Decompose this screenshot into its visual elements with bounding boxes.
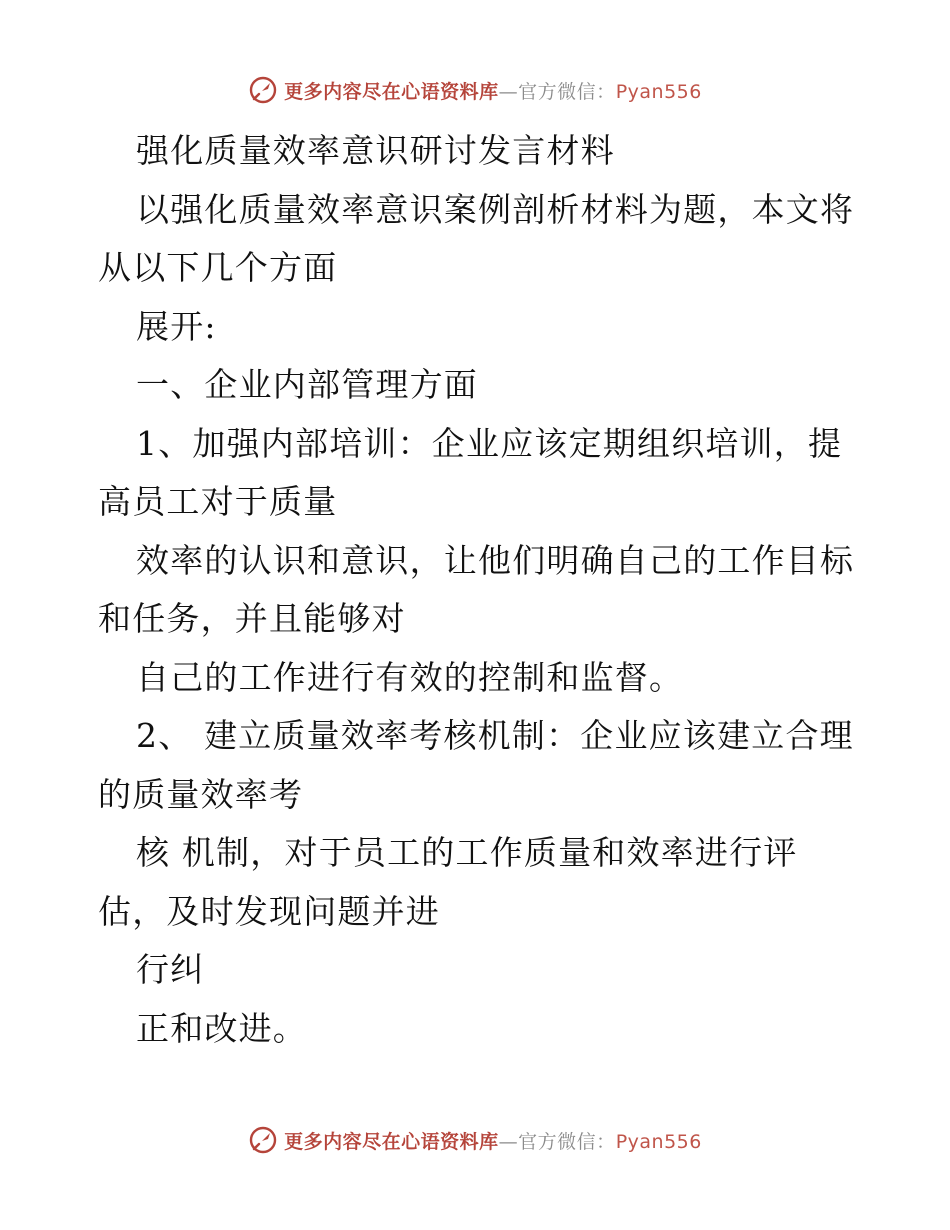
document-line: 核 机制，对于员工的工作质量和效率进行评 — [136, 833, 798, 872]
document-line: 自己的工作进行有效的控制和监督。 — [136, 657, 684, 697]
document-line: 估，及时发现问题并进 — [98, 891, 440, 931]
watermark-separator: — — [498, 1130, 519, 1153]
watermark-brand: 更多内容尽在心语资料库 — [284, 1130, 499, 1153]
document-line: 高员工对于质量 — [98, 482, 338, 521]
document-body — [98, 122, 888, 1058]
watermark-separator: — — [498, 80, 519, 103]
document-line: 2、 建立质量效率考核机制：企业应该建立合理 — [136, 716, 854, 755]
document-line: 的质量效率考 — [98, 774, 304, 814]
quill-logo-icon — [248, 75, 278, 105]
document-line: 强化质量效率意识研讨发言材料 — [136, 131, 615, 170]
document-line: 展开: — [136, 306, 217, 346]
watermark-wechat-id: Pyan556 — [615, 80, 702, 103]
document-line: 以强化质量效率意识案例剖析材料为题，本文将 — [136, 189, 855, 229]
watermark-brand: 更多内容尽在心语资料库 — [284, 80, 499, 103]
document-line: 行纠 — [136, 950, 205, 989]
watermark-label: 官方微信： — [518, 80, 616, 103]
document-line: 和任务，并且能够对 — [98, 599, 406, 638]
document-line: 1、加强内部培训：企业应该定期组织培训，提 — [136, 423, 843, 463]
watermark-wechat-id: Pyan556 — [615, 1130, 702, 1153]
watermark-text — [284, 77, 702, 104]
document-line: 从以下几个方面 — [98, 248, 338, 287]
document-line: 正和改进。 — [136, 1008, 307, 1048]
watermark-label: 官方微信： — [518, 1130, 616, 1153]
document-line: 一、企业内部管理方面 — [136, 365, 478, 404]
quill-logo-icon — [248, 1125, 278, 1155]
watermark-text — [284, 1127, 702, 1154]
header-watermark — [0, 70, 950, 110]
document-line: 效率的认识和意识，让他们明确自己的工作目标 — [136, 540, 855, 580]
footer-watermark — [0, 1120, 950, 1160]
